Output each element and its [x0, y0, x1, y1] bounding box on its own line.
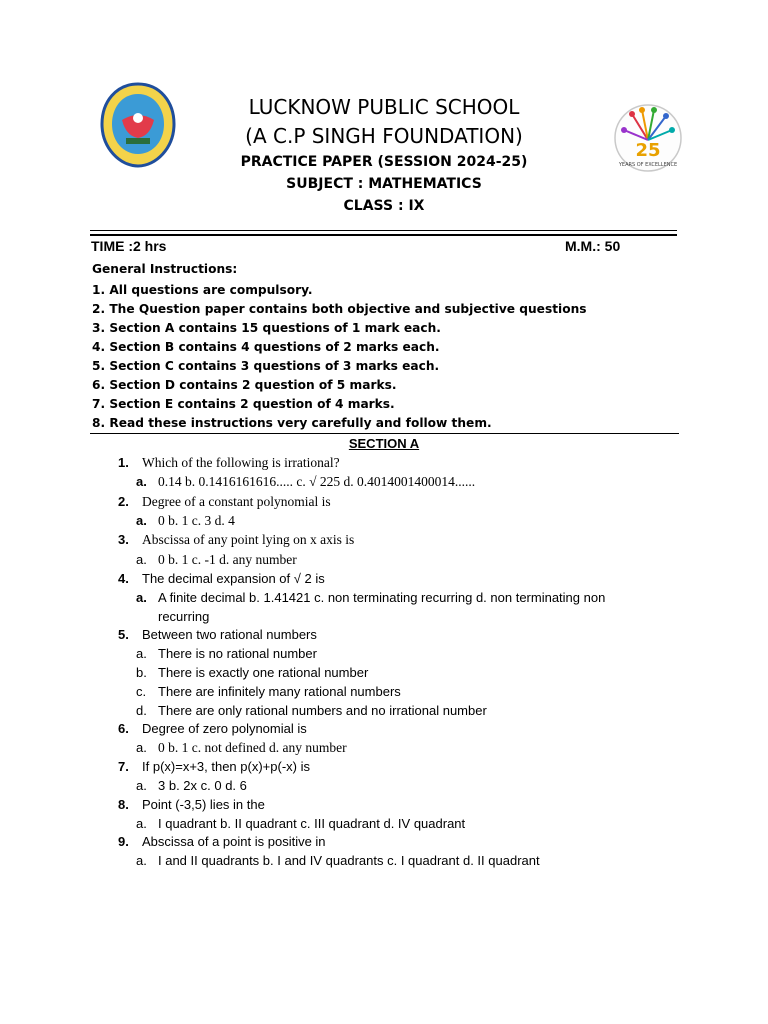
question-number: 9.	[118, 834, 129, 849]
option-text: There are infinitely many rational numbers	[158, 684, 401, 699]
time-allowed: TIME :2 hrs	[91, 238, 167, 254]
option-text: 0.14 b. 0.1416161616..... c. √ 225 d. 0.4014001400014......	[158, 474, 476, 489]
option-text: I and II quadrants b. I and IV quadrants c. I quadrant d. II quadrant	[158, 853, 540, 868]
instruction-item: 6. Section D contains 2 question of 5 marks.	[92, 378, 397, 392]
option-label: a.	[136, 646, 147, 661]
option-label: a.	[136, 740, 147, 755]
option-label: a.	[136, 474, 147, 489]
foundation-name: (A C.P SINGH FOUNDATION)	[245, 124, 523, 148]
option-label: a.	[136, 778, 147, 793]
question-number: 2.	[118, 494, 129, 509]
option-text: 0 b. 1 c. -1 d. any number	[158, 552, 297, 567]
question-text: Abscissa of any point lying on x axis is	[142, 532, 355, 547]
option-label: c.	[136, 684, 147, 699]
question-text: If p(x)=x+3, then p(x)+p(-x) is	[142, 759, 310, 774]
option-label: b.	[136, 665, 147, 680]
instruction-item: 5. Section C contains 3 questions of 3 marks each.	[92, 359, 440, 373]
question-text: Abscissa of a point is positive in	[142, 834, 326, 849]
option-label: a.	[136, 816, 147, 831]
question-text: The decimal expansion of √ 2 is	[142, 571, 325, 586]
question-number: 7.	[118, 759, 129, 774]
svg-text:25: 25	[635, 140, 661, 161]
instruction-item: 1. All questions are compulsory.	[92, 283, 313, 297]
question-number: 1.	[118, 455, 129, 470]
question-text: Point (-3,5) lies in the	[142, 797, 265, 812]
option-label: a.	[136, 513, 147, 528]
option-text: A finite decimal b. 1.41421 c. non terminating recurring d. non terminating non	[158, 590, 606, 605]
option-text: I quadrant b. II quadrant c. III quadrant d. IV quadrant	[158, 816, 466, 831]
option-text: 0 b. 1 c. 3 d. 4	[158, 513, 235, 528]
section-title: SECTION A	[348, 436, 420, 451]
instruction-item: 4. Section B contains 4 questions of 2 marks each.	[92, 340, 440, 354]
option-label: a.	[136, 590, 147, 605]
school-name: LUCKNOW PUBLIC SCHOOL	[248, 95, 520, 119]
svg-text:YEARS OF EXCELLENCE: YEARS OF EXCELLENCE	[618, 162, 678, 168]
question-number: 8.	[118, 797, 129, 812]
question-number: 3.	[118, 532, 129, 547]
instruction-item: 7. Section E contains 2 question of 4 marks.	[92, 397, 395, 411]
subject-line: SUBJECT : MATHEMATICS	[286, 176, 482, 192]
option-label: a.	[136, 853, 147, 868]
question-text: Which of the following is irrational?	[142, 455, 340, 470]
option-text-continued: recurring	[158, 609, 210, 624]
option-label: a.	[136, 552, 147, 567]
instruction-item: 8. Read these instructions very carefully and follow them.	[92, 416, 492, 430]
header-divider	[90, 230, 677, 231]
question-number: 4.	[118, 571, 129, 586]
question-number: 6.	[118, 721, 129, 736]
question-text: Degree of zero polynomial is	[142, 721, 307, 736]
maximum-marks: M.M.: 50	[565, 238, 621, 254]
option-text: 3 b. 2x c. 0 d. 6	[158, 778, 247, 793]
instruction-item: 3. Section A contains 15 questions of 1 mark each.	[92, 321, 441, 335]
option-text: There are only rational numbers and no irrational number	[158, 703, 487, 718]
question-text: Between two rational numbers	[142, 627, 317, 642]
option-text: There is exactly one rational number	[158, 665, 369, 680]
instructions-heading: General Instructions:	[92, 262, 238, 276]
option-label: d.	[136, 703, 147, 718]
option-text: 0 b. 1 c. not defined d. any number	[158, 740, 347, 755]
instruction-item: 2. The Question paper contains both objective and subjective questions	[92, 302, 587, 316]
question-text: Degree of a constant polynomial is	[142, 494, 331, 509]
paper-title: PRACTICE PAPER (SESSION 2024-25)	[240, 154, 528, 170]
section-divider	[90, 433, 679, 434]
question-number: 5.	[118, 627, 129, 642]
header-divider-thick	[90, 234, 677, 236]
option-text: There is no rational number	[158, 646, 317, 661]
class-line: CLASS : IX	[343, 198, 425, 214]
